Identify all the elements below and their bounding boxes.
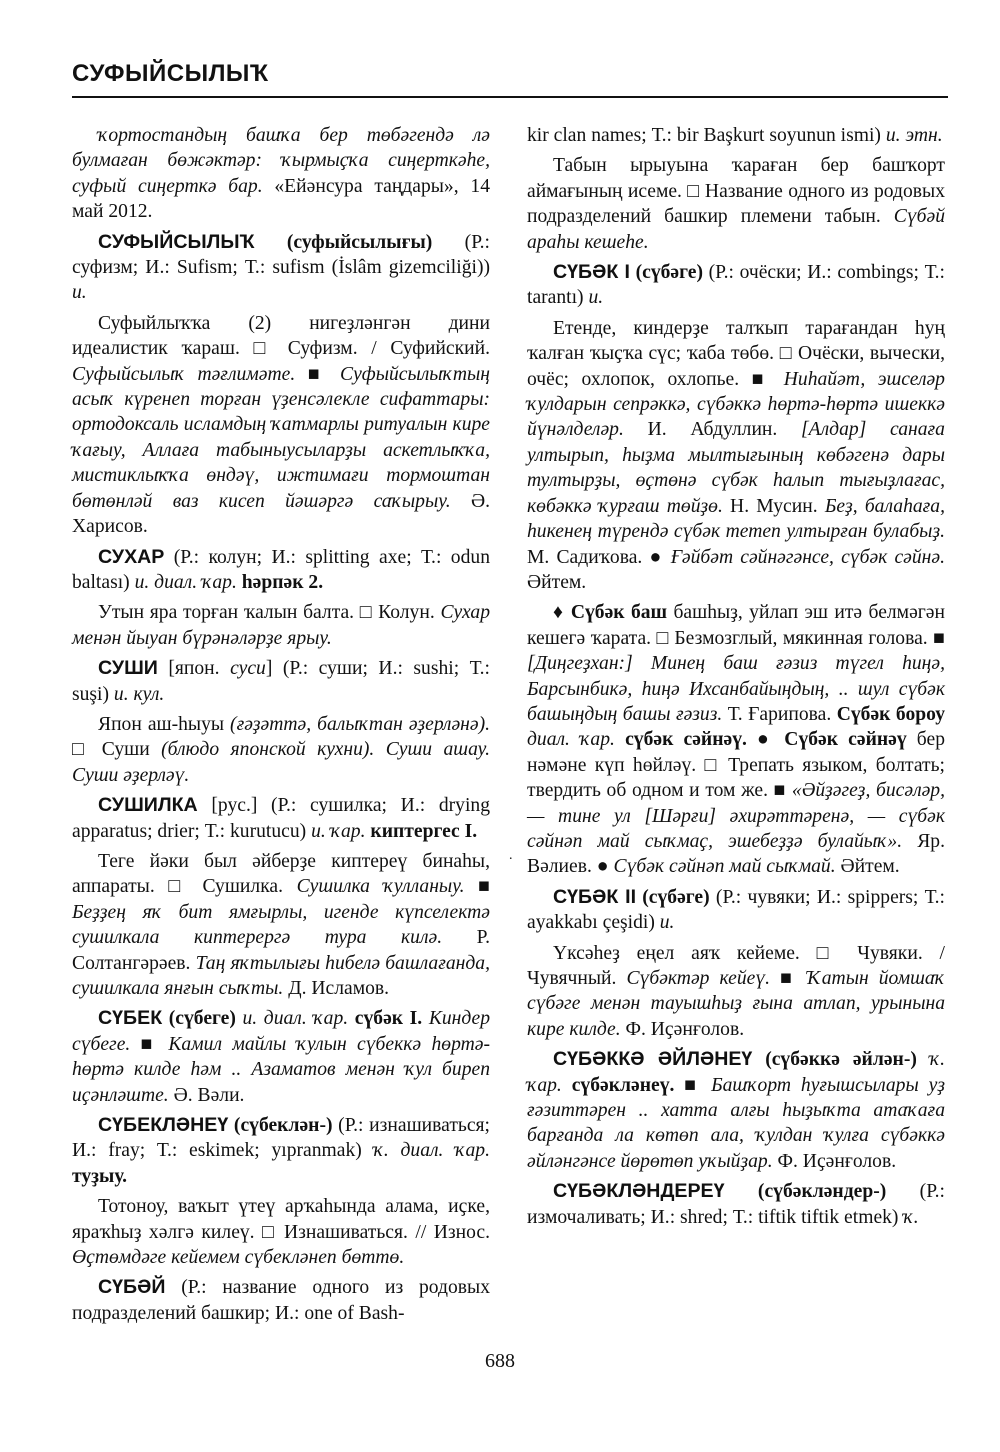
- entry-headword: СҮБЕКЛӘНЕҮ: [98, 1114, 229, 1137]
- entry-text: (Р.: изнашиваться; И.: fray; Т.: eskimek; yıpranmak): [72, 1115, 490, 1162]
- entry-italic-text: Сүбәй араһы кешеһе.: [527, 206, 945, 253]
- dictionary-entry: [527, 600, 945, 879]
- entry-text: [236, 1008, 243, 1029]
- entry-italic-text: Ҡатын йомшаҡ сүбәге менән тауышһыҙ ғына атлап, урынына кире килде.: [527, 968, 945, 1040]
- entry-italic-text: и.: [659, 912, 675, 934]
- dictionary-entry: [72, 849, 490, 1001]
- entry-italic-text: Суфыйсылыҡтың асыҡ күренеп торған үҙенсәлекле сифаттары: ортодоксаль исламдың ҡатмарлы ритуалын кире ҡағыу, Аллаға табыныусыларҙы аскетлыҡҡа, мистиклыҡҡа өндәү, ижтимағи тормоштан бөтөнләй ваз кисеп йәшәргә саҡырыу.: [72, 363, 491, 512]
- entry-headword: СУШИ: [98, 657, 158, 680]
- entry-italic-text: Таң яҡтылығы һибелә башлағанда, сушилкала янғын сыҡты.: [72, 952, 490, 999]
- entry-italic-text: и. диал. ҡар.: [134, 571, 237, 593]
- dictionary-entry: [72, 600, 490, 651]
- dictionary-entry: [527, 885, 945, 936]
- entry-text: «Ейәнсура таңдары», 14 май 2012.: [72, 175, 491, 223]
- entry-text: (Р.: очёски; И.: combings; Т.: tarantı): [527, 262, 945, 309]
- entry-text: Әйтем.: [835, 856, 900, 878]
- dictionary-entry: [527, 123, 945, 148]
- dictionary-entry: [72, 230, 490, 306]
- entry-bold-term: (суфыйсылығы): [254, 231, 433, 253]
- entry-italic-text: Беҙҙең яҡ бит ямғырлы, игенде күпселектә сушилкала киптерергә тура килә.: [72, 901, 490, 949]
- entry-headword: СҮБӘКЛӘНДЕРЕҮ: [553, 1180, 725, 1203]
- entry-bold-term: Сүбәк сәйнәү: [784, 729, 907, 751]
- entry-italic-text: (блюдо японской кухни). Суши ашау. Суши әҙерләү.: [72, 739, 491, 786]
- entry-text: ] (Р.: суши; И.: sushi; Т.: suşi): [72, 658, 490, 705]
- entry-bold-term: (сүбеге): [162, 1008, 236, 1030]
- entry-text: ♦: [553, 602, 571, 624]
- entry-text: ●: [746, 729, 785, 751]
- entry-text: (Р.: измочаливать; И.: shred; Т.: tiftik tiftik etmek): [527, 1181, 945, 1228]
- entry-italic-text: [Алдар] санаға ултырып, һыҙма мылтығының көбәгенә дары тултырҙы, өҫтөнә сүбәк һалып тығыҙлағас, көбәккә ҡурғаш төйҙө.: [527, 419, 945, 517]
- entry-italic-text: ҡортостандың башҡа бер төбәгендә лә булмаған бөжәктәр: ҡырмыҫҡа сиңерткәһе, суфый сиңерткә бар.: [72, 125, 490, 197]
- dictionary-entry: [527, 316, 945, 595]
- entry-headword: СҮБӘК I: [553, 261, 630, 284]
- entry-text: Суфыйлыҡҡа (2) нигеҙләнгән дини идеалистик ҡараш. □ Суфизм. / Суфийский.: [72, 312, 490, 360]
- dictionary-entry: [72, 1194, 490, 1270]
- entry-bold-term: (сүбеклән-): [228, 1115, 333, 1137]
- entry-text: □ Суши: [72, 739, 162, 761]
- left-column: [72, 123, 490, 1331]
- entry-italic-text: ҡ. ҡар.: [527, 1049, 945, 1096]
- entry-bold-term: сүбәк I.: [348, 1008, 423, 1030]
- entry-italic-text: и.: [588, 287, 604, 309]
- entry-italic-text: и.: [72, 282, 87, 304]
- entry-text: Ф. Иҫәнғолов.: [772, 1150, 897, 1172]
- entry-text: (Р.: название одного из родовых подразделений башкир; И.: one of Bash-: [72, 1277, 490, 1324]
- entry-text: башһыҙ, уйлап эш итә белмәгән кешегә ҡарата. □ Безмозглый, мякинная голова. ■: [527, 602, 945, 649]
- entry-text: бер нәмәне күп һөйләү. □ Трепать языком, болтать; твердить об одном и том же. ■: [527, 729, 946, 802]
- entry-text: М. Садиҡова. ●: [527, 546, 671, 568]
- dictionary-entry: [72, 793, 490, 844]
- page-number: 688: [485, 1350, 515, 1372]
- dictionary-entry: [527, 941, 945, 1043]
- entry-text: Тотоноу, ваҡыт үтеү арҡаһында алама, иҫке, яраҡһыҙ хәлгә килеү. □ Изнашиваться. // Износ.: [72, 1196, 490, 1243]
- entry-headword: СУФЫЙСЫЛЫҠ: [98, 230, 255, 253]
- entry-italic-text: Ғәйбәт сәйнәгәнсе, сүбәк сәйнә.: [670, 546, 945, 568]
- entry-text: (Р.: чувяки; И.: spippers; Т.: ayakkabı çeşidi): [527, 886, 945, 934]
- entry-text: И. Абдуллин.: [623, 419, 802, 441]
- entry-italic-text: Башҡорт һуғышсылары уҙ ғәзиттәрен .. хатта алғы һыҙыҡта атаҡаға барғанда ла көтөп ала, ҡулдан ҡулға сүбәккә әйләнгәнсе йөрөтөп уҡыйҙар.: [527, 1074, 945, 1172]
- entry-italic-text: диал. ҡар.: [527, 729, 615, 751]
- dictionary-entry: [72, 712, 490, 788]
- entry-text: Әйтем.: [527, 571, 587, 593]
- entry-italic-text: и. диал. ҡар.: [242, 1008, 349, 1030]
- dictionary-entry: [527, 260, 945, 311]
- entry-italic-text: «Әйҙәгеҙ, бисәләр, — тине ул [Шәрғи] әхирәттәренә, — сүбәк сәйнәп май сыҡмаҫ, эшебеҙҙә булайыҡ».: [527, 780, 946, 852]
- entry-text: Табын ырыуына ҡараған бер башҡорт аймағының исеме. □ Название одного из родовых подразделений башкир племени табын.: [527, 155, 945, 228]
- entry-headword: СҮБӘЙ: [98, 1276, 166, 1299]
- entry-text: Яр. Вәлиев. ●: [527, 830, 945, 878]
- entry-italic-text: ҡ.: [903, 1206, 919, 1228]
- entry-text: Р. Солтангәрәев.: [72, 927, 490, 974]
- entry-text: (Р.: суфизм; И.: Sufism; Т.: sufism (İslâm gizemciliği)): [72, 231, 490, 279]
- entry-text: Япон аш-һыуы: [98, 713, 231, 735]
- entry-text: Д. Исламов.: [283, 978, 390, 999]
- entry-text: Т. Ғарипова.: [722, 703, 837, 725]
- dictionary-entry: [527, 1047, 945, 1174]
- entry-italic-text: Сүбәктәр кейеү.: [626, 968, 771, 989]
- entry-text: Ә. Вәли.: [168, 1084, 245, 1106]
- entry-bold-term: Сүбәк бороу: [836, 703, 945, 725]
- entry-text: [япон.: [157, 658, 231, 680]
- entry-bold-term: (сүбәкләндер-): [724, 1181, 887, 1203]
- header-rule: [72, 96, 948, 98]
- dictionary-entry: [72, 1113, 490, 1189]
- entry-text: ■: [770, 968, 808, 989]
- entry-text: [рус.] (Р.: сушилка; И.: drying apparatus; drier; Т.: kurutucu): [72, 795, 490, 842]
- entry-italic-text: Сүбәк сәйнәп май сыҡмай.: [613, 856, 836, 878]
- entry-text: ■: [295, 363, 341, 385]
- entry-text: Утын яра торған ҡалын балта. □ Колун.: [98, 602, 441, 624]
- dictionary-entry: [72, 656, 490, 707]
- entry-italic-text: Киндер сүбеге.: [72, 1008, 490, 1055]
- entry-italic-text: Беҙ, балаһаға, һикенең түрендә сүбәк тетеп ултырған булабыҙ.: [527, 495, 945, 543]
- entry-italic-text: и. ҡар.: [311, 820, 366, 842]
- entry-text: ■: [130, 1033, 169, 1055]
- entry-italic-text: Сухар менән йыуан бүрәнәләрҙе ярыу.: [72, 602, 490, 649]
- entry-headword: СҮБӘК II: [553, 885, 637, 908]
- dictionary-entry: [527, 1179, 945, 1230]
- dictionary-entry: [72, 1006, 490, 1108]
- running-header: СУФЫЙСЫЛЫҠ: [72, 60, 269, 87]
- dictionary-entry: [72, 311, 490, 540]
- entry-bold-term: һәрпәк 2.: [236, 571, 324, 593]
- entry-text: Үксәһеҙ еңел аяҡ кейеме. □ Чувяки. / Чувячный.: [527, 942, 945, 989]
- entry-bold-term: киптергес I.: [365, 820, 478, 842]
- entry-headword: СҮБӘККӘ ӘЙЛӘНЕҮ: [553, 1048, 753, 1071]
- entry-text: ■: [464, 876, 490, 898]
- entry-text: kir clan names; Т.: bir Başkurt soyunun ismi): [527, 125, 886, 146]
- entry-text: Н. Мусин.: [722, 495, 825, 517]
- dictionary-entry: [72, 545, 490, 596]
- entry-italic-text: [Диңгеҙхан:] Минең баш ғәзиз түгел һиңә, Барсынбикә, һиңә Ихсанбайыңдың, .. шул сүбәк башыңдың башы ғәзиз.: [527, 653, 945, 725]
- entry-italic-text: (ғәҙәттә, балыҡтан әҙерләнә).: [230, 713, 490, 735]
- entry-headword: СУШИЛКА: [98, 794, 198, 817]
- entry-bold-term: (сүбәге): [636, 886, 710, 908]
- stray-mark: .: [509, 848, 513, 863]
- entry-text: ■: [674, 1074, 712, 1096]
- entry-text: Теге йәки был әйберҙе киптереү бинаһы, аппараты. □ Сушилка.: [72, 850, 490, 898]
- entry-bold-term: туҙыу.: [72, 1165, 128, 1187]
- entry-text: [917, 1049, 930, 1070]
- entry-bold-term: (сүбәккә әйлән-): [752, 1049, 917, 1071]
- entry-bold-term: сүбәк сәйнәү.: [614, 729, 747, 751]
- entry-italic-text: Сушилка ҡулланыу.: [296, 876, 465, 898]
- entry-italic-text: и. кул.: [113, 683, 165, 705]
- dictionary-entry: [527, 153, 945, 255]
- entry-text: Етенде, киндерҙе талҡып тарағандан һуң ҡалған ҡыҫҡа сүс; ҡаба төбө. □ Очёски, вычески, очёс; охлопок, охлопье. ■: [527, 317, 945, 390]
- dictionary-entry: [72, 1275, 490, 1326]
- entry-headword: СУХАР: [98, 545, 165, 568]
- entry-headword: СҮБЕК: [98, 1007, 163, 1030]
- entry-bold-term: сүбәкләнеү.: [561, 1074, 675, 1096]
- entry-italic-text: Өҫтөмдәге кейемем сүбекләнеп бөттө.: [72, 1247, 405, 1269]
- entry-italic-text: Суфыйсылыҡ тәғлимәте.: [72, 363, 296, 385]
- entry-bold-term: Сүбәк баш: [570, 602, 668, 624]
- entry-italic-text: и. этн.: [885, 125, 943, 146]
- entry-bold-term: (сүбәге): [629, 262, 703, 284]
- entry-text: [422, 1008, 429, 1029]
- entry-text: Ә. Харисов.: [72, 490, 490, 538]
- entry-italic-text: Камил майлы ҡулын сүбеккә һөртә-һөртә килде һәм .. Азаматов менән ҡул биреп иҫәнләште.: [72, 1033, 490, 1106]
- dictionary-entry: [72, 123, 490, 225]
- entry-italic-text: ҡ. диал. ҡар.: [373, 1140, 490, 1162]
- entry-text: (Р.: колун; И.: splitting axe; Т.: odun baltası): [72, 546, 490, 593]
- entry-italic-text: Ниһайәт, эшселәр ҡулдарын сепрәккә, сүбәккә һөртә-һөртә ишеккә йүнәлделәр.: [527, 368, 945, 441]
- right-column: [527, 123, 945, 1235]
- entry-italic-text: суси: [230, 658, 266, 680]
- entry-text: Ф. Иҫәнғолов.: [620, 1018, 745, 1040]
